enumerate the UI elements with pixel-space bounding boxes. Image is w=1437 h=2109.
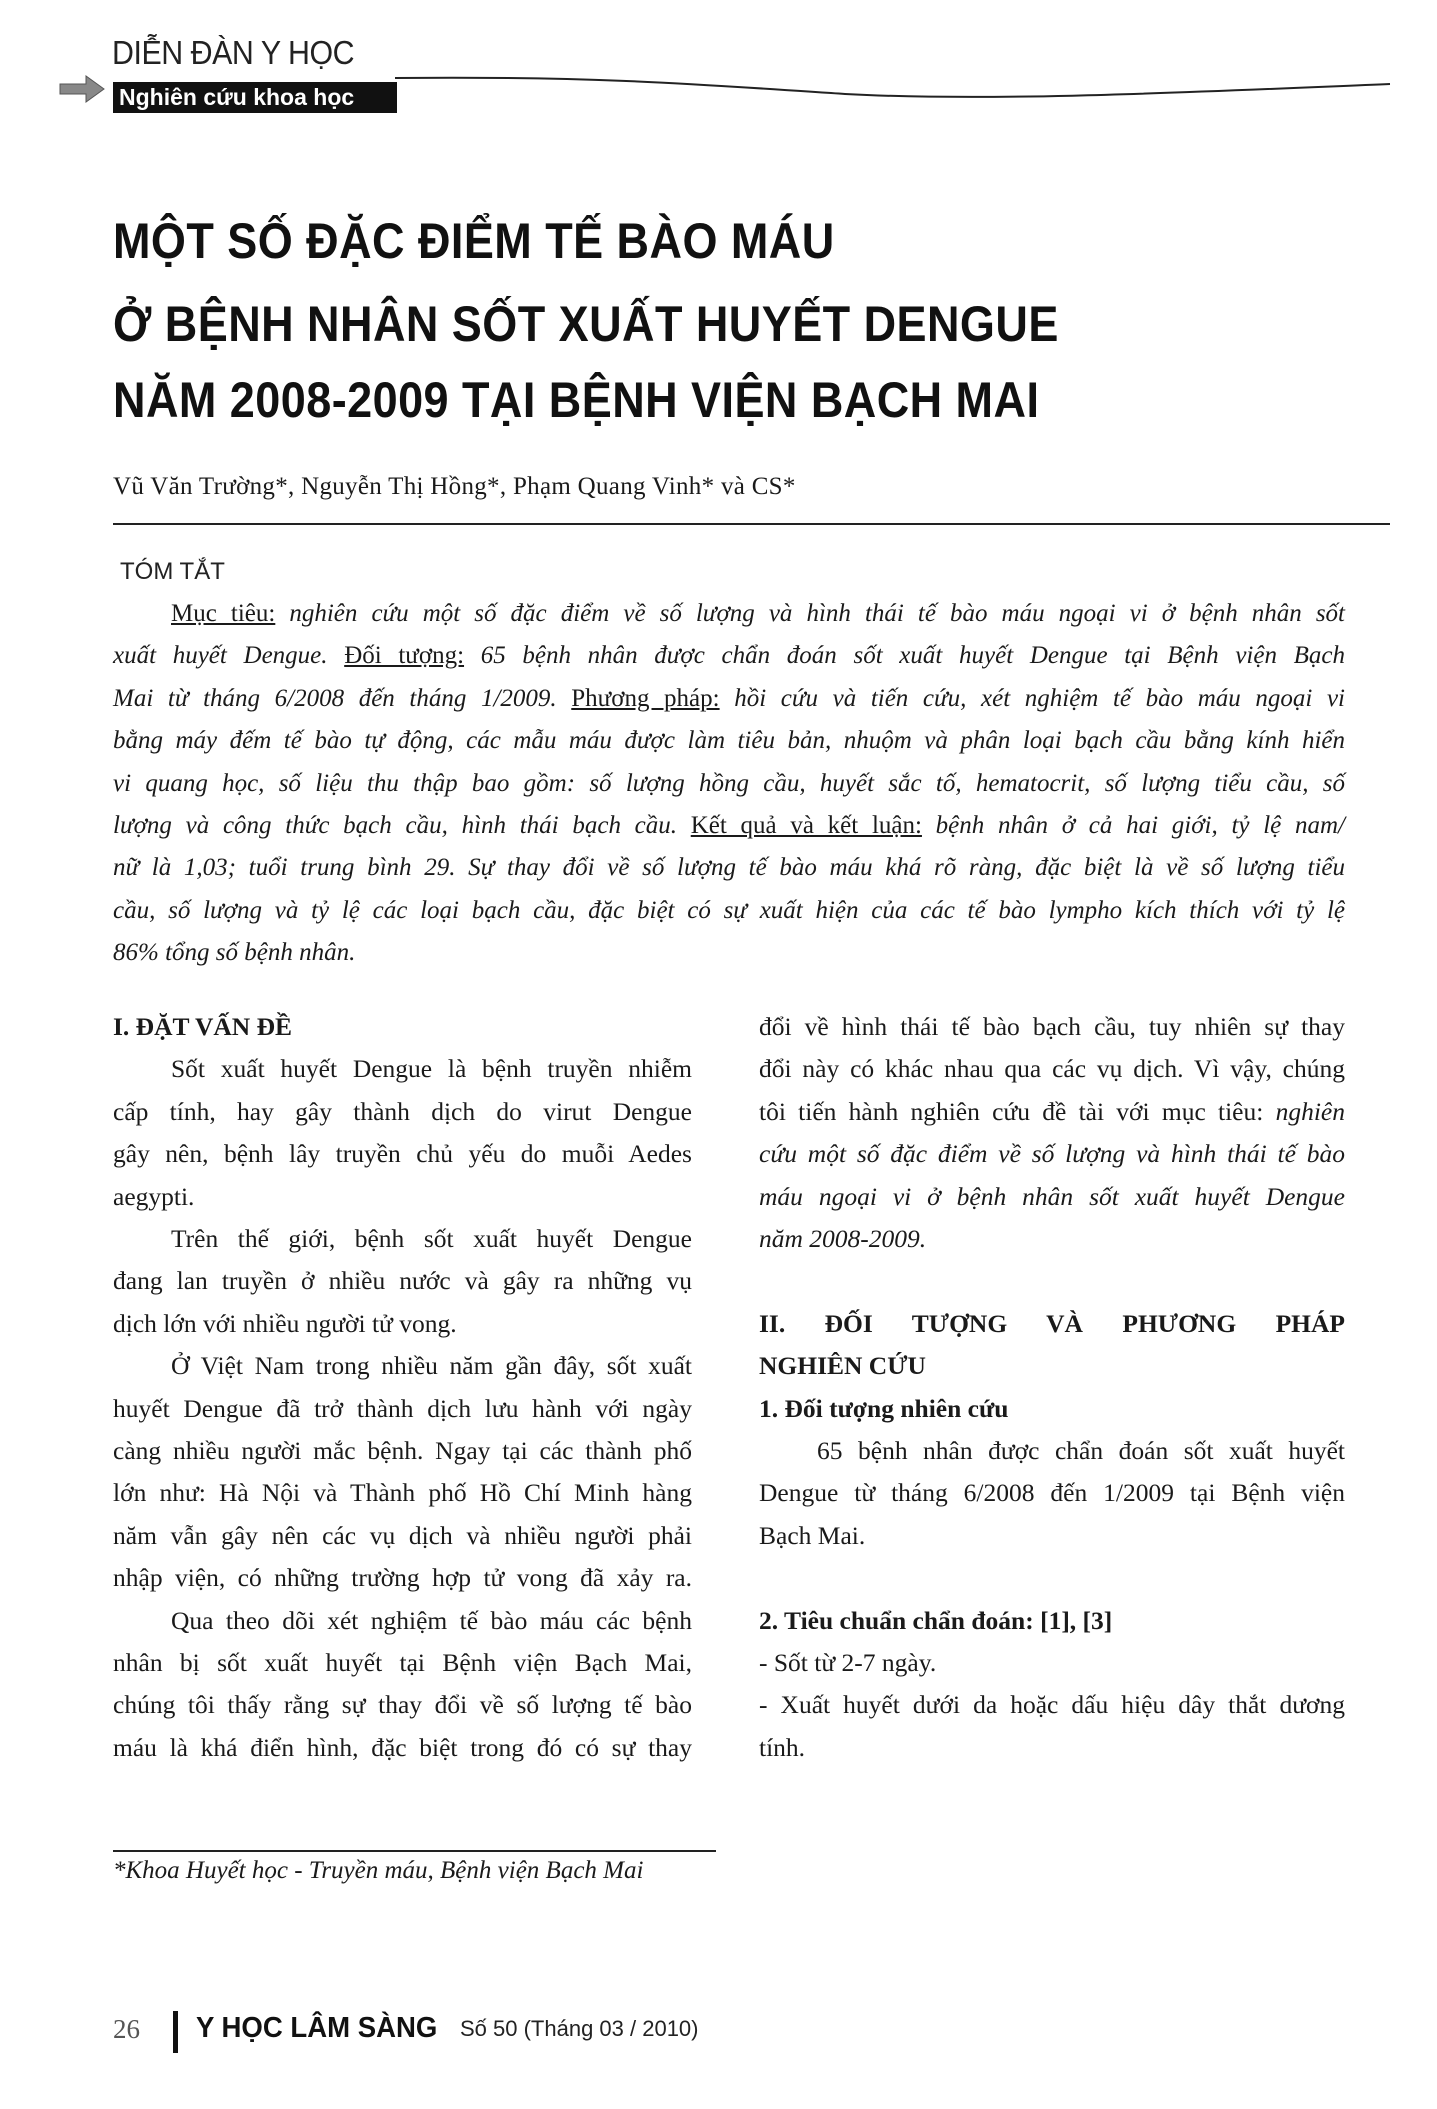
- text-segment: máu là khá điển hình, đặc biệt trong đó có sự thay: [113, 1732, 692, 1762]
- text-segment: 86% tổng số bệnh nhân.: [113, 939, 356, 967]
- text-segment: càng nhiều người mắc bệnh. Ngay tại các thành phố: [113, 1436, 692, 1465]
- text-segment: nghiên: [1275, 1096, 1345, 1126]
- text-line: [113, 1260, 692, 1302]
- text-line: [759, 1303, 1345, 1345]
- text-line: [759, 1218, 1345, 1260]
- text-segment: huyết Dengue đã trở thành dịch lưu hành với ngày: [113, 1393, 692, 1423]
- section-tag: Nghiên cứu khoa học: [113, 82, 397, 113]
- inline-label: Phương pháp:: [571, 684, 720, 712]
- article-title-line-2: Ở BỆNH NHÂN SỐT XUẤT HUYẾT DENGUE: [113, 296, 1059, 352]
- text-line: [113, 1345, 692, 1387]
- text-segment: Ở Việt Nam trong nhiều năm gần đây, sốt xuất: [171, 1351, 692, 1381]
- footnote: *Khoa Huyết học - Truyền máu, Bệnh viện Bạch Mai: [113, 1857, 644, 1884]
- text-segment: bệnh nhân ở cả hai giới, tỷ lệ nam/: [921, 812, 1345, 839]
- article-title-line-3: NĂM 2008-2009 TẠI BỆNH VIỆN BẠCH MAI: [113, 372, 1040, 428]
- arrow-icon: [58, 74, 108, 104]
- text-line: [113, 635, 1345, 677]
- text-line: [113, 1048, 692, 1090]
- article-title-line-1: MỘT SỐ ĐẶC ĐIỂM TẾ BÀO MÁU: [113, 213, 835, 269]
- text-line: [113, 593, 1345, 635]
- text-line: [759, 1727, 1345, 1769]
- text-segment: Bạch Mai.: [759, 1520, 866, 1550]
- text-line: [113, 847, 1345, 889]
- text-line: [113, 1600, 692, 1642]
- text-line: [759, 1684, 1345, 1726]
- footer-bar: [173, 2011, 178, 2053]
- text-line: [759, 1430, 1345, 1472]
- text-line: [113, 1218, 692, 1260]
- divider: [113, 523, 1390, 525]
- right-column: [759, 1006, 1345, 1776]
- text-segment: cầu, số lượng và tỷ lệ các loại bạch cầu, đặc biệt có sự xuất hiện của các tế bào lympho kích thích với tỷ lệ: [113, 896, 1345, 924]
- text-segment: tính.: [759, 1732, 806, 1762]
- text-line: [113, 763, 1345, 805]
- summary-heading: TÓM TẮT: [120, 558, 225, 585]
- text-segment: - Sốt từ 2-7 ngày.: [759, 1648, 937, 1677]
- text-segment: 65 bệnh nhân được chẩn đoán sốt xuất huyết: [817, 1436, 1345, 1465]
- text-line: [759, 1345, 1345, 1387]
- text-line: [759, 1600, 1345, 1642]
- text-segment: bằng máy đếm tế bào tự động, các mẫu máu được làm tiêu bản, nhuộm và phân loại bạch cầu bằng kính hiển: [113, 727, 1345, 755]
- text-line: [113, 1557, 692, 1599]
- text-segment: năm 2008-2009.: [759, 1224, 927, 1253]
- text-line: [113, 890, 1345, 932]
- text-segment: vi quang học, số liệu thu thập bao gồm: số lượng hồng cầu, huyết sắc tố, hematocrit, số lượng tiểu cầu, số: [113, 769, 1345, 797]
- section-header: DIỄN ĐÀN Y HỌC: [112, 34, 355, 71]
- text-line: [113, 1303, 692, 1345]
- text-line: [113, 805, 1345, 847]
- text-line: [759, 1515, 1345, 1557]
- inline-label: Mục tiêu:: [171, 600, 276, 627]
- inline-label: Kết quả và kết luận:: [690, 812, 922, 839]
- text-segment: đang lan truyền ở nhiều nước và gây ra những vụ: [113, 1266, 692, 1296]
- text-segment: nữ là 1,03; tuổi trung bình 29. Sự thay đổi về số lượng tế bào máu khá rõ ràng, đặc biệt là về số lượng tiểu: [113, 854, 1345, 882]
- text-segment: aegypti.: [113, 1181, 195, 1211]
- text-segment: tôi tiến hành nghiên cứu đề tài với mục tiêu:: [759, 1096, 1276, 1126]
- text-line: [113, 1684, 692, 1726]
- abstract: [113, 593, 1345, 983]
- decorative-wave-line: [395, 70, 1395, 110]
- text-line: [759, 1133, 1345, 1175]
- text-segment: Trên thế giới, bệnh sốt xuất huyết Dengue: [171, 1224, 692, 1253]
- text-line: [113, 1727, 692, 1769]
- text-segment: đổi về hình thái tế bào bạch cầu, tuy nhiên sự thay: [759, 1012, 1345, 1041]
- text-line: [113, 932, 1345, 974]
- text-segment: máu ngoại vi ở bệnh nhân sốt xuất huyết Dengue: [759, 1181, 1345, 1211]
- text-segment: đổi này có khác nhau qua các vụ dịch. Vì vậy, chúng: [759, 1054, 1345, 1084]
- text-line: [113, 678, 1345, 720]
- text-line: [113, 1091, 692, 1133]
- text-segment: xuất huyết Dengue.: [113, 642, 345, 670]
- text-segment: 65 bệnh nhân được chẩn đoán sốt xuất huyết Dengue tại Bệnh viện Bạch: [464, 642, 1345, 670]
- text-line: [113, 1133, 692, 1175]
- text-line: [113, 1642, 692, 1684]
- text-line: [759, 1091, 1345, 1133]
- text-line: [113, 1388, 692, 1430]
- left-column: [113, 1006, 692, 1776]
- text-segment: nhân bị sốt xuất huyết tại Bệnh viện Bạch Mai,: [113, 1648, 692, 1677]
- text-segment: năm vẫn gây nên các vụ dịch và nhiều người phải: [113, 1520, 692, 1550]
- section-heading: 1. Đối tượng nhiên cứu: [759, 1393, 1009, 1423]
- section-heading: 2. Tiêu chuẩn chẩn đoán: [1], [3]: [759, 1605, 1113, 1635]
- text-line: [113, 1430, 692, 1472]
- text-segment: Mai từ tháng 6/2008 đến tháng 1/2009.: [113, 684, 572, 712]
- text-line: [113, 1472, 692, 1514]
- section-heading: II. ĐỐI TƯỢNG VÀ PHƯƠNG PHÁP: [759, 1308, 1345, 1338]
- text-line: [759, 1472, 1345, 1514]
- authors: Vũ Văn Trường*, Nguyễn Thị Hồng*, Phạm Quang Vinh* và CS*: [113, 473, 796, 500]
- text-segment: Qua theo dõi xét nghiệm tế bào máu các bệnh: [171, 1605, 692, 1635]
- footnote-divider: [113, 1850, 716, 1852]
- text-line: [759, 1176, 1345, 1218]
- text-line: [759, 1642, 1345, 1684]
- text-segment: Dengue từ tháng 6/2008 đến 1/2009 tại Bệnh viện: [759, 1478, 1345, 1508]
- text-segment: nghiên cứu một số đặc điểm về số lượng và hình thái tế bào máu ngoại vi ở bệnh nhân sốt: [275, 600, 1345, 627]
- text-segment: Sốt xuất huyết Dengue là bệnh truyền nhiễm: [171, 1054, 692, 1084]
- section-heading: NGHIÊN CỨU: [759, 1351, 926, 1381]
- text-segment: lớn như: Hà Nội và Thành phố Hồ Chí Minh hàng: [113, 1478, 692, 1508]
- text-line: [759, 1388, 1345, 1430]
- text-segment: hồi cứu và tiến cứu, xét nghiệm tế bào máu ngoại vi: [719, 684, 1345, 712]
- text-line: [113, 720, 1345, 762]
- text-line: [113, 1006, 692, 1048]
- text-line: [759, 1006, 1345, 1048]
- text-segment: lượng và công thức bạch cầu, hình thái bạch cầu.: [113, 812, 691, 839]
- text-segment: cứu một số đặc điểm về số lượng và hình thái tế bào: [759, 1139, 1345, 1169]
- text-segment: nhập viện, có những trường hợp tử vong đã xảy ra.: [113, 1563, 692, 1593]
- text-segment: cấp tính, hay gây thành dịch do virut Dengue: [113, 1096, 692, 1126]
- journal-issue: Số 50 (Tháng 03 / 2010): [460, 2016, 699, 2041]
- text-segment: - Xuất huyết dưới da hoặc dấu hiệu dây thắt dương: [759, 1690, 1345, 1720]
- text-segment: dịch lớn với nhiều người tử vong.: [113, 1308, 457, 1338]
- text-line: [113, 1176, 692, 1218]
- text-segment: gây nên, bệnh lây truyền chủ yếu do muỗi Aedes: [113, 1139, 692, 1169]
- text-line: [113, 1515, 692, 1557]
- text-line: [759, 1048, 1345, 1090]
- inline-label: Đối tượng:: [344, 642, 465, 670]
- page-number: 26: [113, 2014, 140, 2044]
- section-heading: I. ĐẶT VẤN ĐỀ: [113, 1012, 293, 1041]
- text-segment: chúng tôi thấy rằng sự thay đổi về số lượng tế bào: [113, 1690, 692, 1720]
- journal-name: Y HỌC LÂM SÀNG: [196, 2012, 438, 2044]
